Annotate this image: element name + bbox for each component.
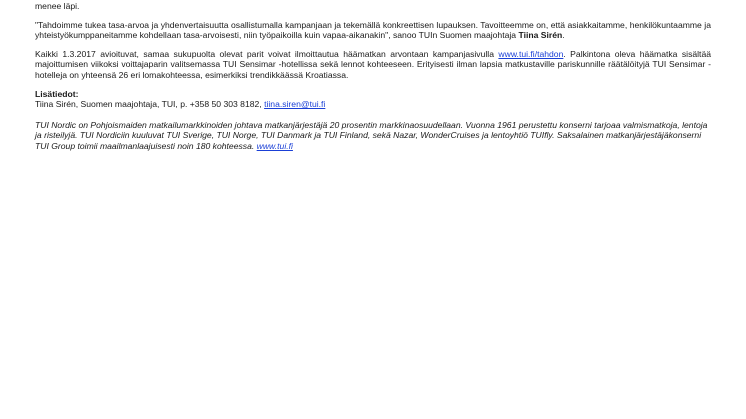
- campaign-text-after: . Palkintona oleva häämatka sisältää majoittumisen viikoksi voittajaparin valitsemassa TUI Sensimar -hotellissa sekä lennot kohteeseen. Erityisesti ilman lapsia matkustaville pariskunnille räätälöityjä TUI Sensimar -hotelleja on yhteensä 26 eri lomakohteessa, esimerkiksi trendikkäässä Kroatiassa.: [35, 48, 711, 80]
- boilerplate-paragraph: [35, 120, 711, 152]
- quote-text: "Tahdoimme tukea tasa-arvoa ja yhdenvertaisuutta osallistumalla kampanjaan ja tekemällä konkreettisen lupauksen. Tavoitteemme on, että asiakkaitamme, henkilökuntaamme ja yhteistyökumppaneitamme kohdellaan tasa-arvoisesti, niin työpaikoilla kuin vapaa-aikanakin", sanoo TUIn Suomen maajohtaja: [35, 19, 711, 41]
- contact-email-link[interactable]: tiina.siren@tui.fi: [264, 99, 326, 110]
- boilerplate-link[interactable]: www.tui.fi: [256, 140, 293, 151]
- quote-paragraph: [35, 20, 711, 41]
- contact-line: [35, 99, 711, 110]
- boilerplate-text: TUI Nordic on Pohjoismaiden matkailumarkkinoiden johtava matkanjärjestäjä 20 prosentin markkinaosuudellaan. Vuonna 1961 perustettu konserni tarjoaa valmismatkoja, lentoja ja risteilyjä. TUI Nordiciin kuuluvat TUI Sverige, TUI Norge, TUI Danmark ja TUI Finland, sekä Nazar, WonderCruises ja lentoyhtiö TUIfly. Saksalainen matkanjärjestäjäkonserni TUI Group toimii maailmanlaajuisesti noin 180 kohteessa.: [35, 119, 708, 151]
- top-line-text: menee läpi.: [35, 1, 80, 11]
- campaign-link[interactable]: www.tui.fi/tahdon: [498, 48, 564, 59]
- contact-text: Tiina Sirén, Suomen maajohtaja, TUI, p. +358 50 303 8182,: [35, 99, 265, 110]
- campaign-paragraph: [35, 49, 711, 81]
- campaign-text-before: Kaikki 1.3.2017 avioituvat, samaa sukupuolta olevat parit voivat ilmoittautua häämatkan arvontaan kampanjasivulla: [35, 48, 499, 59]
- press-release-body: [35, 0, 711, 160]
- quote-end: .: [562, 30, 565, 41]
- quote-speaker: Tiina Sirén: [518, 30, 563, 41]
- previous-paragraph-end: [35, 1, 711, 12]
- contact-heading: Lisätiedot:: [35, 88, 79, 99]
